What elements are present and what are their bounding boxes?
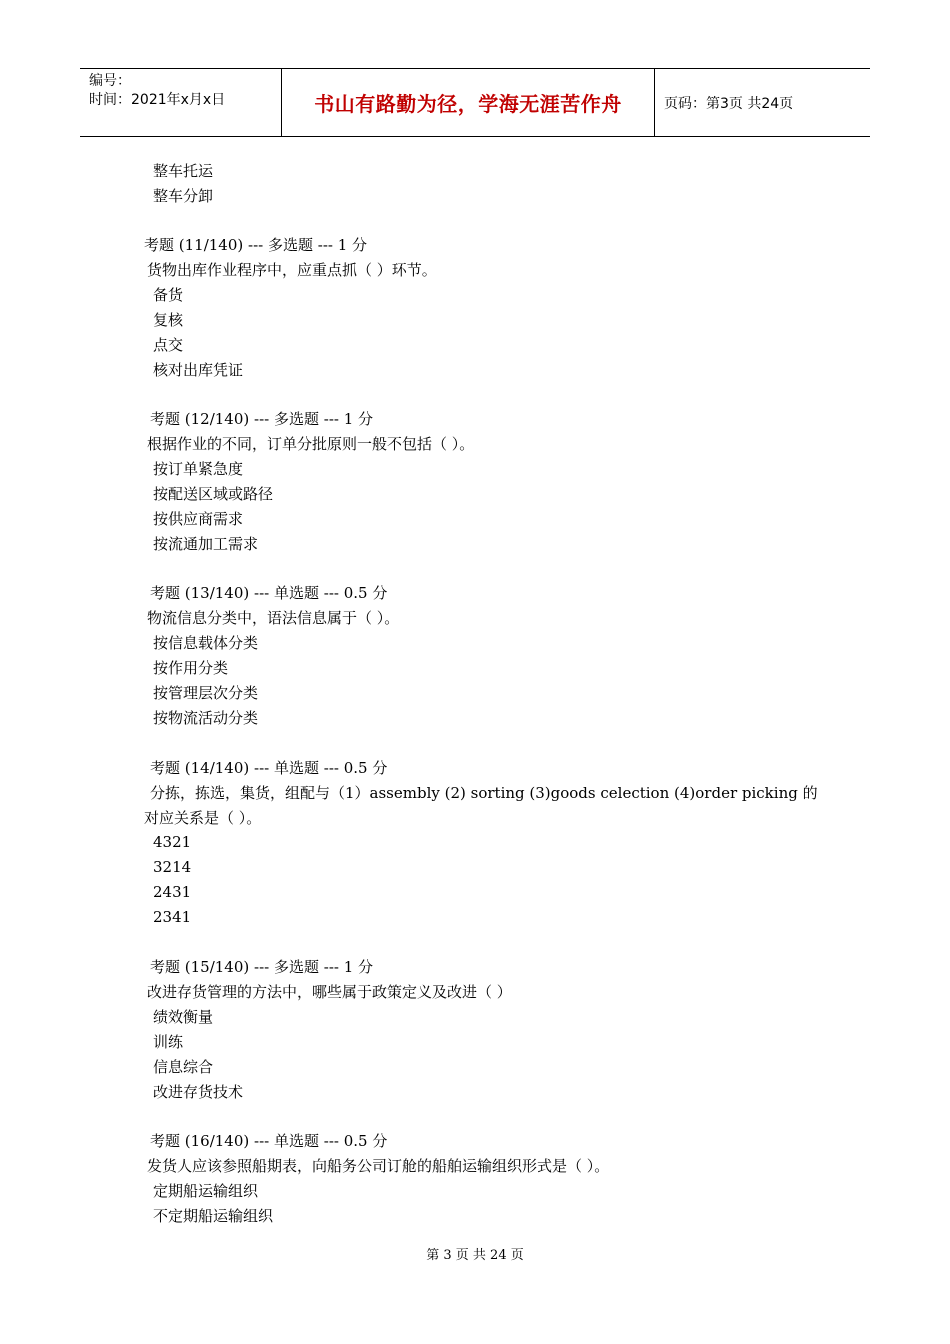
option-text: 绩效衡量	[153, 1008, 214, 1026]
option-text: 按流通加工需求	[153, 535, 259, 553]
option-text: 改进存货技术	[153, 1083, 244, 1101]
option-text: 按作用分类	[153, 659, 229, 677]
option-text: 2341	[153, 908, 192, 926]
option-text: 3214	[153, 858, 192, 876]
question-text: 货物出库作业程序中，应重点抓（ ）环节。	[147, 261, 437, 279]
header-left-cell	[80, 69, 282, 136]
page-footer: 第 3 页 共 24 页	[426, 1248, 524, 1263]
option-text: 按物流活动分类	[153, 709, 259, 727]
option-text: 按供应商需求	[153, 510, 244, 528]
document-number-label: 编号：	[89, 73, 131, 89]
option-text: 复核	[153, 311, 184, 329]
document-date: 时间：2021年x月x日	[89, 92, 226, 108]
page-header	[80, 68, 870, 137]
option-text: 整车分卸	[153, 187, 214, 205]
option-text: 定期船运输组织	[153, 1182, 259, 1200]
header-center-cell	[282, 69, 655, 136]
question-text: 发货人应该参照船期表，向船务公司订舱的船舶运输组织形式是（ ）。	[147, 1157, 610, 1175]
question-header: 考题 (13/140) --- 单选题 --- 0.5 分	[150, 584, 388, 602]
question-text: 分拣，拣选，集货，组配与（1）assembly (2) sorting (3)goods celection (4)order picking 的	[150, 784, 818, 802]
question-text-continued: 对应关系是（ ）。	[144, 809, 262, 827]
option-text: 按管理层次分类	[153, 684, 259, 702]
option-text: 按订单紧急度	[153, 460, 244, 478]
question-header: 考题 (15/140) --- 多选题 --- 1 分	[150, 958, 374, 976]
question-header: 考题 (14/140) --- 单选题 --- 0.5 分	[150, 759, 388, 777]
question-text: 物流信息分类中，语法信息属于（ ）。	[147, 609, 400, 627]
option-text: 信息综合	[153, 1058, 214, 1076]
option-text: 备货	[153, 286, 184, 304]
option-text: 按信息载体分类	[153, 634, 259, 652]
option-text: 4321	[153, 833, 192, 851]
question-header: 考题 (16/140) --- 单选题 --- 0.5 分	[150, 1132, 388, 1150]
question-text: 根据作业的不同，订单分批原则一般不包括（ ）。	[147, 435, 475, 453]
option-text: 核对出库凭证	[153, 361, 244, 379]
option-text: 按配送区域或路径	[153, 485, 274, 503]
question-header: 考题 (11/140) --- 多选题 --- 1 分	[144, 236, 368, 254]
option-text: 点交	[153, 336, 184, 354]
header-right-cell	[655, 69, 870, 136]
option-text: 不定期船运输组织	[153, 1207, 274, 1225]
option-text: 训练	[153, 1033, 184, 1051]
question-text: 改进存货管理的方法中，哪些属于政策定义及改进（ ）	[147, 983, 512, 1001]
header-page-info: 页码：第3页 共24页	[664, 96, 794, 112]
option-text: 整车托运	[153, 162, 214, 180]
header-motto: 书山有路勤为径，学海无涯苦作舟	[314, 92, 622, 116]
option-text: 2431	[153, 883, 192, 901]
question-header: 考题 (12/140) --- 多选题 --- 1 分	[150, 410, 374, 428]
